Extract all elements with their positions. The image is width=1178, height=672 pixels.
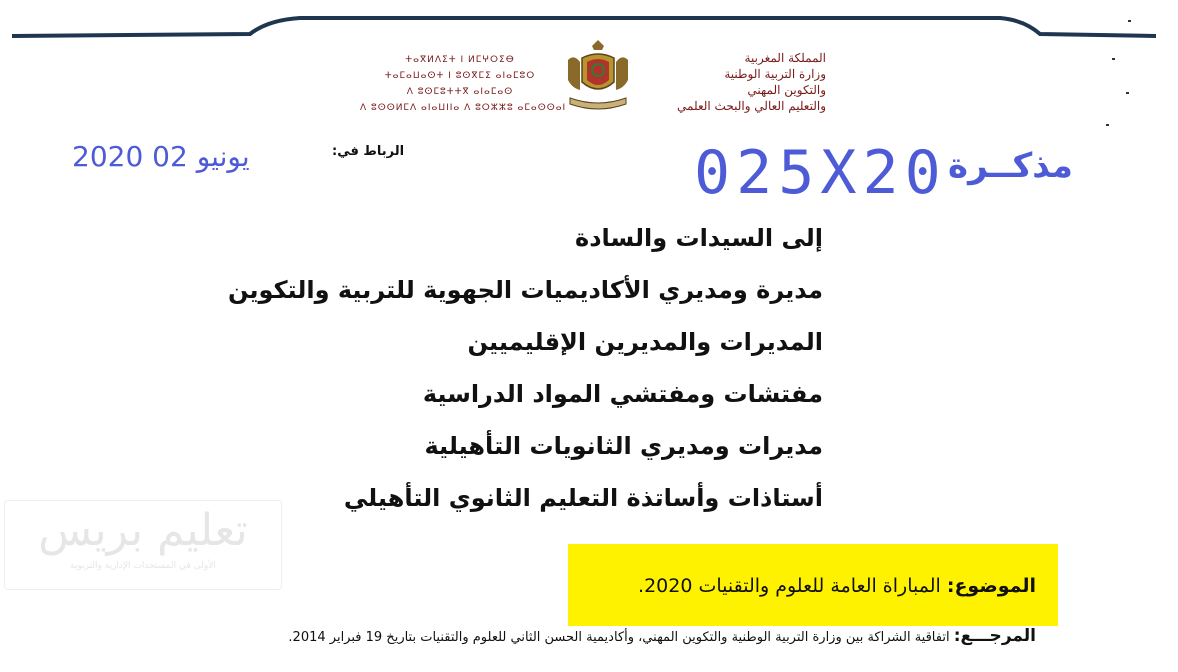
recipient-line: المديرات والمديرين الإقليميين — [467, 328, 823, 356]
recipient-line: مديرة ومديري الأكاديميات الجهوية للتربية والتكوين — [227, 276, 823, 304]
recipient-line: مديرات ومديري الثانويات التأهيلية — [424, 432, 823, 460]
header-arabic-line: المملكة المغربية — [744, 51, 826, 65]
header-arabic-line: والتكوين المهني — [747, 83, 826, 97]
recipient-line: أستاذات وأساتذة التعليم الثانوي التأهيلي — [343, 484, 823, 512]
header-tifinagh-line: ⴷ ⵓⵙⵎⵓⵜⵜⴳ ⴰⵏⴰⵎⴰⵙ — [406, 87, 514, 97]
memo-number-stamp: 025X20 — [694, 138, 947, 208]
watermark-tagline: الأولى في المستجدات الإدارية والتربوية — [70, 561, 216, 571]
date-place-label: الرباط في: — [332, 144, 405, 159]
scan-mark — [1106, 124, 1109, 126]
reference-line — [288, 626, 1036, 646]
header-arabic-line: والتعليم العالي والبحث العلمي — [677, 99, 826, 113]
reference-text: اتفاقية الشراكة بين وزارة التربية الوطنية والتكوين المهني، وأكاديمية الحسن الثاني للعلوم والتقنيات بتاريخ 19 فبراير 2014. — [288, 630, 950, 645]
scan-mark — [1126, 92, 1129, 94]
scan-mark — [1112, 58, 1115, 60]
recipient-list — [227, 218, 823, 530]
subject-text: المباراة العامة للعلوم والتقنيات 2020. — [638, 575, 941, 597]
header-tifinagh-line: ⵜⴰⴳⵍⴷⵉⵜ ⵏ ⵍⵎⵖⵔⵉⴱ — [405, 55, 515, 65]
header-tifinagh-line: ⴷ ⵓⵙⵙⵍⵎⴷ ⴰⵏⴰⵡⵏⵏⴰ ⴷ ⵓⵔⵣⵣⵓ ⴰⵎⴰⵙⵙⴰⵏ — [360, 103, 567, 113]
recipient-line: إلى السيدات والسادة — [575, 224, 823, 252]
header-tifinagh-line: ⵜⴰⵎⴰⵡⴰⵙⵜ ⵏ ⵓⵙⴳⵎⵉ ⴰⵏⴰⵎⵓⵔ — [384, 71, 536, 81]
subject-line — [638, 575, 1036, 597]
watermark-title: تعليم بريس — [38, 505, 248, 556]
handwritten-date: 2020 يونيو 02 — [72, 140, 250, 173]
scan-mark — [1128, 20, 1131, 22]
memo-label: مذكــرة — [948, 146, 1073, 186]
subject-label: الموضوع: — [946, 575, 1036, 597]
reference-label: المرجـــع: — [953, 626, 1036, 646]
watermark-logo — [4, 500, 282, 590]
header-arabic-line: وزارة التربية الوطنية — [724, 67, 826, 81]
header-arabic — [566, 50, 826, 114]
header-tifinagh — [360, 52, 567, 116]
recipient-line: مفتشات ومفتشي المواد الدراسية — [422, 380, 823, 408]
